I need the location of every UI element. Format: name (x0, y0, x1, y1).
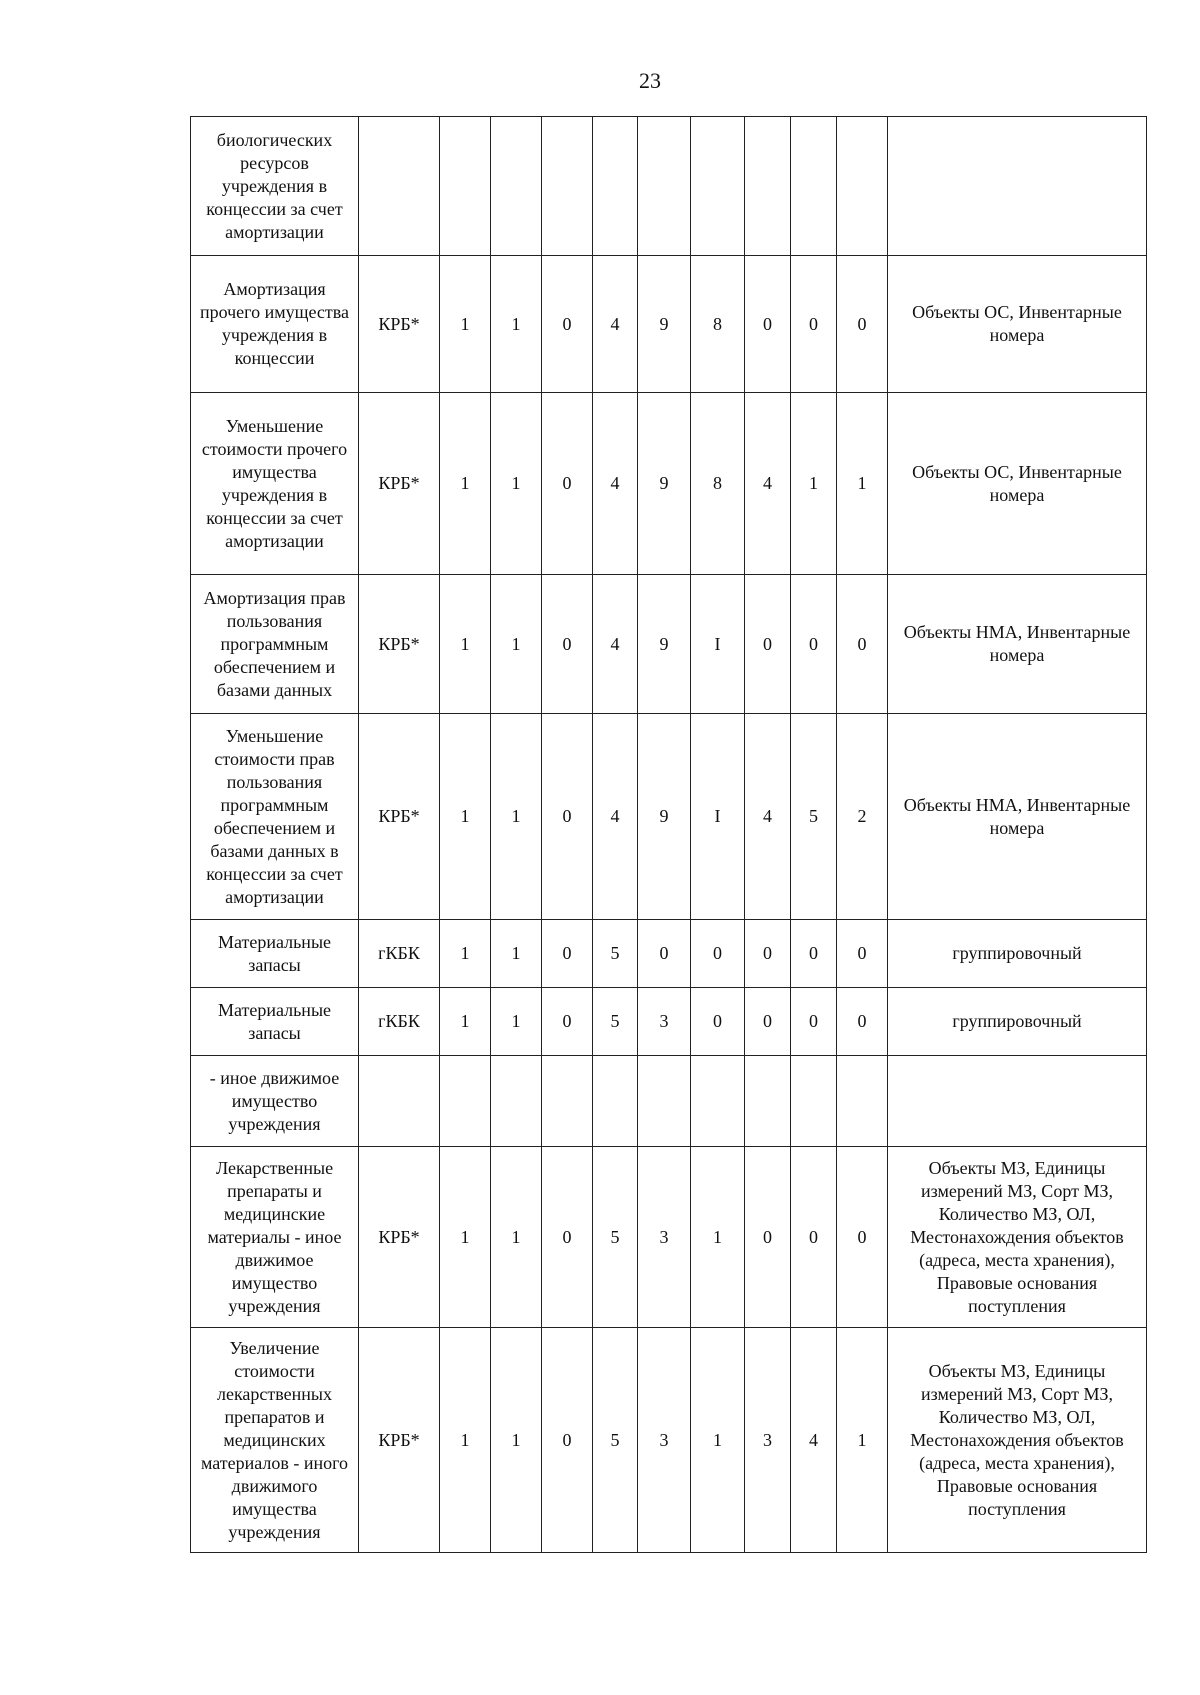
account-digit: 1 (440, 920, 491, 988)
account-digit (440, 1056, 491, 1147)
account-digit: 3 (745, 1328, 791, 1553)
account-digit (491, 1056, 542, 1147)
account-name: Увеличение стоимости лекарственных препаратов и медицинских материалов - иного движимого имущества учреждения (191, 1328, 359, 1553)
account-digit: 5 (593, 920, 638, 988)
account-name: Амортизация прав пользования программным обеспечением и базами данных (191, 575, 359, 714)
account-digit (542, 117, 593, 256)
account-digit: 1 (440, 988, 491, 1056)
table-row (191, 988, 1147, 1056)
table-row (191, 256, 1147, 393)
account-name: Материальные запасы (191, 988, 359, 1056)
account-digit: 8 (691, 256, 745, 393)
code-type: КРБ* (359, 393, 440, 575)
analytics-note: Объекты МЗ, Единицы измерений МЗ, Сорт МЗ, Количество МЗ, ОЛ, Местонахождения объектов (адреса, места хранения), Правовые основания поступления (888, 1328, 1147, 1553)
account-digit (593, 1056, 638, 1147)
account-digit: 0 (837, 988, 888, 1056)
account-digit: 0 (745, 256, 791, 393)
account-digit (691, 1056, 745, 1147)
account-digit: 1 (691, 1328, 745, 1553)
account-digit: 0 (542, 393, 593, 575)
account-digit: 5 (593, 988, 638, 1056)
table-row (191, 117, 1147, 256)
table-row (191, 1056, 1147, 1147)
analytics-note: Объекты НМА, Инвентарные номера (888, 575, 1147, 714)
account-name: Амортизация прочего имущества учреждения в концессии (191, 256, 359, 393)
account-digit: 1 (440, 393, 491, 575)
code-type: гКБК (359, 920, 440, 988)
account-digit: 3 (638, 1328, 691, 1553)
account-digit: 4 (593, 393, 638, 575)
account-name: Уменьшение стоимости прав пользования программным обеспечением и базами данных в концессии за счет амортизации (191, 714, 359, 920)
account-digit: 0 (791, 988, 837, 1056)
account-digit: 9 (638, 575, 691, 714)
account-digit: 0 (542, 1147, 593, 1328)
account-digit (837, 1056, 888, 1147)
account-digit: I (691, 714, 745, 920)
account-digit: 0 (837, 920, 888, 988)
analytics-note: Объекты ОС, Инвентарные номера (888, 393, 1147, 575)
account-digit: 1 (491, 714, 542, 920)
account-digit: 0 (745, 920, 791, 988)
account-name: Материальные запасы (191, 920, 359, 988)
table-row (191, 1328, 1147, 1553)
account-digit: 0 (791, 920, 837, 988)
account-digit: 1 (491, 393, 542, 575)
account-digit: 0 (691, 988, 745, 1056)
code-type: КРБ* (359, 575, 440, 714)
account-name: Уменьшение стоимости прочего имущества учреждения в концессии за счет амортизации (191, 393, 359, 575)
account-digit: 1 (440, 575, 491, 714)
account-digit (491, 117, 542, 256)
account-digit: 2 (837, 714, 888, 920)
account-digit: 0 (542, 920, 593, 988)
account-name: Лекарственные препараты и медицинские материалы - иное движимое имущество учреждения (191, 1147, 359, 1328)
account-digit: 3 (638, 988, 691, 1056)
analytics-note: Объекты МЗ, Единицы измерений МЗ, Сорт МЗ, Количество МЗ, ОЛ, Местонахождения объектов (адреса, места хранения), Правовые основания поступления (888, 1147, 1147, 1328)
code-type: КРБ* (359, 1328, 440, 1553)
account-digit (791, 1056, 837, 1147)
account-digit (745, 1056, 791, 1147)
table-row (191, 714, 1147, 920)
account-digit: 0 (791, 575, 837, 714)
code-type (359, 1056, 440, 1147)
account-digit: I (691, 575, 745, 714)
code-type: гКБК (359, 988, 440, 1056)
account-digit: 0 (837, 575, 888, 714)
account-digit: 1 (440, 1147, 491, 1328)
account-digit: 5 (593, 1147, 638, 1328)
account-name: - иное движимое имущество учреждения (191, 1056, 359, 1147)
account-digit: 0 (837, 256, 888, 393)
account-digit: 4 (593, 575, 638, 714)
account-digit: 1 (491, 920, 542, 988)
analytics-note: Объекты ОС, Инвентарные номера (888, 256, 1147, 393)
account-digit: 0 (745, 575, 791, 714)
account-digit: 9 (638, 393, 691, 575)
account-digit: 1 (837, 1328, 888, 1553)
account-digit: 1 (691, 1147, 745, 1328)
account-digit: 0 (542, 714, 593, 920)
analytics-note: группировочный (888, 988, 1147, 1056)
account-digit: 9 (638, 256, 691, 393)
account-digit: 0 (542, 988, 593, 1056)
account-digit: 0 (791, 256, 837, 393)
table-row (191, 393, 1147, 575)
account-digit: 1 (491, 988, 542, 1056)
analytics-note: Объекты НМА, Инвентарные номера (888, 714, 1147, 920)
account-name: биологических ресурсов учреждения в концессии за счет амортизации (191, 117, 359, 256)
code-type: КРБ* (359, 256, 440, 393)
account-digit: 1 (837, 393, 888, 575)
analytics-note (888, 1056, 1147, 1147)
table-row (191, 575, 1147, 714)
account-digit: 0 (542, 256, 593, 393)
account-digit: 0 (542, 1328, 593, 1553)
account-digit (638, 1056, 691, 1147)
account-digit: 4 (745, 393, 791, 575)
table-row (191, 920, 1147, 988)
account-digit (745, 117, 791, 256)
account-digit: 1 (491, 256, 542, 393)
accounts-table (190, 116, 1147, 1553)
account-digit: 4 (791, 1328, 837, 1553)
analytics-note (888, 117, 1147, 256)
account-digit: 1 (440, 714, 491, 920)
account-digit (791, 117, 837, 256)
account-digit: 4 (593, 714, 638, 920)
account-digit: 0 (638, 920, 691, 988)
account-digit (837, 117, 888, 256)
account-digit: 4 (593, 256, 638, 393)
account-digit: 0 (791, 1147, 837, 1328)
account-digit: 0 (745, 988, 791, 1056)
account-digit: 1 (791, 393, 837, 575)
account-digit: 1 (491, 575, 542, 714)
account-digit (440, 117, 491, 256)
account-digit: 1 (440, 1328, 491, 1553)
account-digit: 0 (542, 575, 593, 714)
page-number: 23 (639, 68, 661, 93)
account-digit (593, 117, 638, 256)
account-digit: 1 (440, 256, 491, 393)
code-type (359, 117, 440, 256)
account-digit: 0 (691, 920, 745, 988)
analytics-note: группировочный (888, 920, 1147, 988)
account-digit: 5 (791, 714, 837, 920)
table-row (191, 1147, 1147, 1328)
account-digit (638, 117, 691, 256)
account-digit: 3 (638, 1147, 691, 1328)
account-digit: 0 (745, 1147, 791, 1328)
account-digit: 8 (691, 393, 745, 575)
code-type: КРБ* (359, 1147, 440, 1328)
code-type: КРБ* (359, 714, 440, 920)
account-digit: 1 (491, 1147, 542, 1328)
account-digit: 0 (837, 1147, 888, 1328)
account-digit: 5 (593, 1328, 638, 1553)
account-digit (691, 117, 745, 256)
account-digit: 4 (745, 714, 791, 920)
account-digit: 1 (491, 1328, 542, 1553)
account-digit: 9 (638, 714, 691, 920)
table-body (191, 117, 1147, 1553)
account-digit (542, 1056, 593, 1147)
